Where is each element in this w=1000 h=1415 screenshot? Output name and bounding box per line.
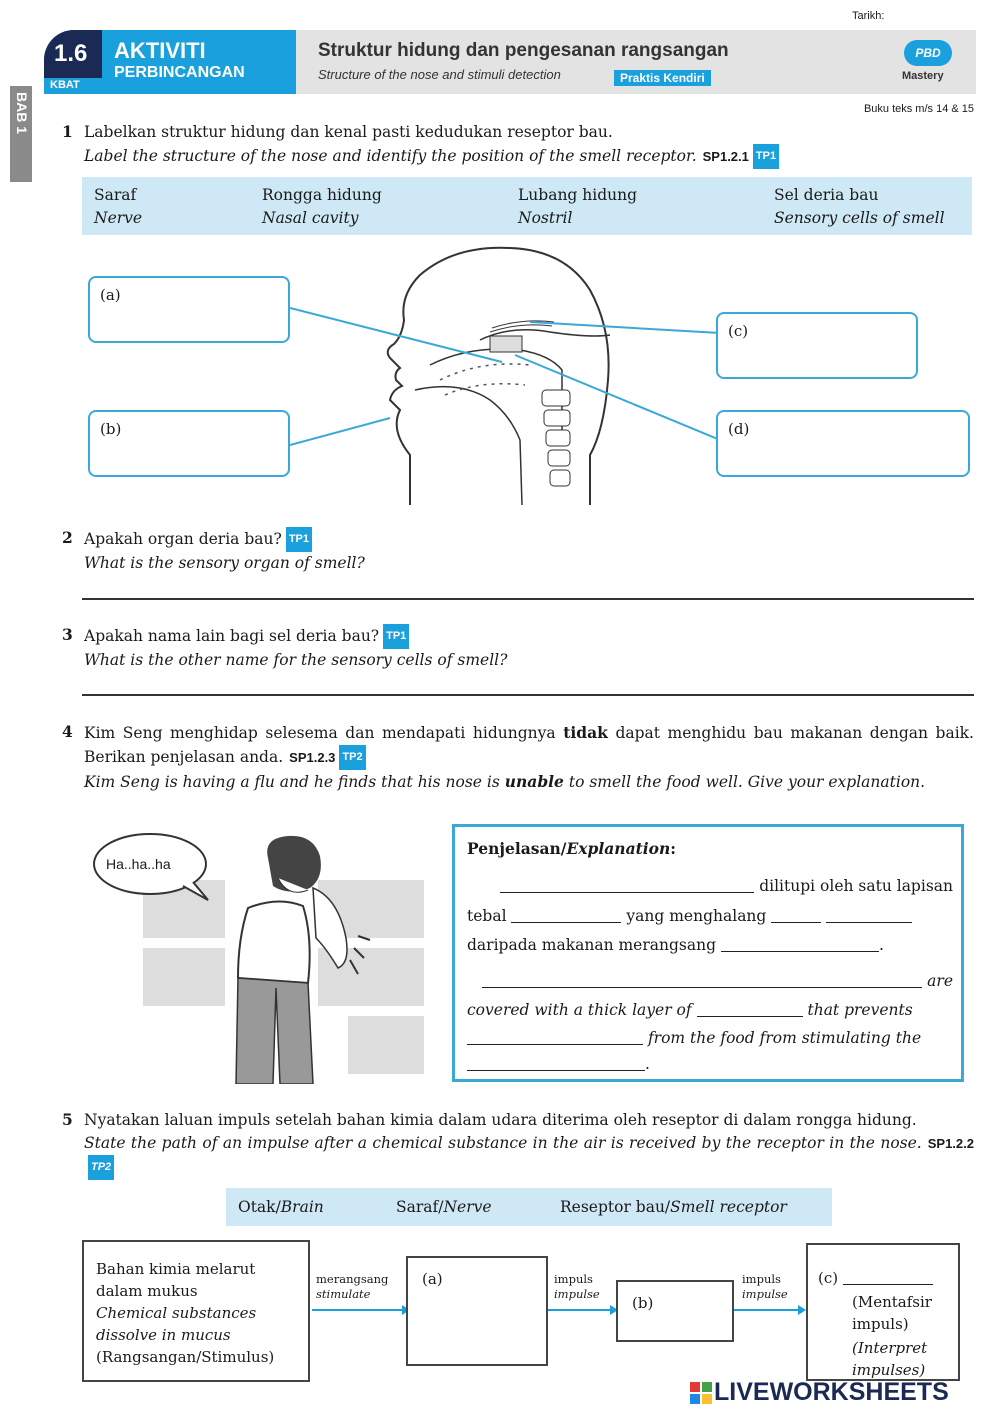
q5-sp: SP1.2.2 bbox=[927, 1136, 974, 1151]
chapter-tab-label: BAB 1 bbox=[14, 92, 30, 135]
exp-line-6: from the food from stimulating the bbox=[467, 1027, 953, 1050]
flow-box-a[interactable]: (a) bbox=[406, 1256, 548, 1366]
q2-prompt bbox=[84, 527, 974, 575]
date-label: Tarikh: bbox=[852, 10, 885, 22]
q3-text-en: What is the other name for the sensory cells of smell? bbox=[84, 651, 508, 669]
chapter-tab bbox=[10, 86, 32, 182]
q2-answer-line[interactable] bbox=[82, 598, 974, 600]
arrow-1-label: merangsang stimulate bbox=[316, 1272, 389, 1301]
q2-tp: TP1 bbox=[286, 527, 312, 552]
q1-sp: SP1.2.1 bbox=[702, 149, 749, 164]
arrow-2-label: impuls impulse bbox=[554, 1272, 600, 1301]
arrow-3-label: impuls impulse bbox=[742, 1272, 788, 1301]
q5-word-bank bbox=[226, 1188, 832, 1226]
q1-tp: TP1 bbox=[753, 144, 779, 169]
q5-number: 5 bbox=[62, 1110, 73, 1129]
q4-number: 4 bbox=[62, 722, 73, 741]
title-bar bbox=[296, 30, 976, 94]
q2-number: 2 bbox=[62, 528, 73, 547]
label-box-b[interactable]: (b) bbox=[88, 410, 290, 477]
q5-tp: TP2 bbox=[88, 1155, 114, 1180]
stimulus-box: Bahan kimia melarut dalam mukus Chemical substances dissolve in mucus (Rangsangan/Stimulus) bbox=[82, 1240, 310, 1382]
label-box-d[interactable]: (d) bbox=[716, 410, 970, 477]
exp-line-5: covered with a thick layer of that prevents bbox=[467, 1001, 913, 1019]
label-box-c[interactable]: (c) bbox=[716, 312, 918, 379]
title-ms: Struktur hidung dan pengesanan rangsangan bbox=[318, 40, 729, 61]
q5-text-en: State the path of an impulse after a chemical substance in the air is received by the receptor in the nose. bbox=[84, 1134, 922, 1152]
q4-prompt: Kim Seng menghidap selesema dan mendapati hidungnya tidak dapat menghidu bau makanan dengan baik. Berikan penjelasan anda. SP1.2.3 TP2 Kim Seng is having a flu and he finds that his nose is unable to smell the food well. Give your explanation. bbox=[84, 723, 974, 791]
pbd-logo: PBD bbox=[904, 40, 952, 66]
word-bank-item: Rongga hidung Nasal cavity bbox=[262, 186, 382, 227]
q3-tp: TP1 bbox=[383, 624, 409, 649]
word-bank-item: Sel deria bau Sensory cells of smell bbox=[774, 186, 945, 227]
word-bank-item: Saraf Nerve bbox=[94, 186, 143, 227]
kbat-label: KBAT bbox=[50, 79, 80, 91]
q3-number: 3 bbox=[62, 625, 73, 644]
textbook-reference: Buku teks m/s 14 & 15 bbox=[863, 103, 974, 115]
q2-text-en: What is the sensory organ of smell? bbox=[84, 554, 365, 572]
q5-text-ms: Nyatakan laluan impuls setelah bahan kimia dalam udara diterima oleh reseptor di dalam rongga hidung. bbox=[84, 1111, 917, 1129]
q4-tp: TP2 bbox=[339, 745, 365, 770]
q1-number: 1 bbox=[62, 122, 73, 141]
exp-line-3: daripada makanan merangsang . bbox=[467, 936, 884, 954]
practice-badge: Praktis Kendiri bbox=[614, 70, 711, 86]
flow-box-c[interactable]: (c) (Mentafsir impuls) (Interpret impulses) bbox=[806, 1243, 960, 1381]
head-cross-section-diagram bbox=[290, 240, 720, 510]
liveworksheets-icon bbox=[690, 1382, 712, 1404]
word-bank-item: Reseptor bau/Smell receptor bbox=[560, 1198, 787, 1216]
activity-number: 1.6 bbox=[54, 40, 88, 67]
speech-bubble-text: Ha..ha..ha bbox=[106, 856, 171, 872]
exp-line-7: . bbox=[467, 1053, 953, 1076]
q5-prompt bbox=[84, 1109, 974, 1180]
activity-title-2: PERBINCANGAN bbox=[114, 64, 245, 81]
word-bank-item: Otak/Brain bbox=[238, 1198, 324, 1216]
title-en: Structure of the nose and stimuli detection bbox=[318, 67, 561, 82]
exp-line-4: are bbox=[467, 970, 953, 993]
q1-text-en: Label the structure of the nose and identify the position of the smell receptor. bbox=[84, 147, 697, 165]
q3-prompt bbox=[84, 624, 974, 672]
explanation-box bbox=[452, 824, 964, 1082]
activity-banner bbox=[44, 30, 296, 94]
explanation-title: Penjelasan/Explanation: bbox=[467, 839, 677, 858]
flow-box-b[interactable]: (b) bbox=[616, 1280, 734, 1342]
q1-prompt bbox=[84, 121, 974, 169]
exp-line-1: dilitupi oleh satu lapisan bbox=[467, 875, 953, 898]
exp-line-2: tebal yang menghalang bbox=[467, 905, 953, 928]
label-box-a[interactable]: (a) bbox=[88, 276, 290, 343]
word-bank-item: Lubang hidung Nostril bbox=[518, 186, 638, 227]
q1-word-bank bbox=[82, 177, 972, 235]
liveworksheets-brand: LIVEWORKSHEETS bbox=[714, 1378, 949, 1406]
q3-text-ms: Apakah nama lain bagi sel deria bau? bbox=[84, 627, 380, 645]
q4-sp: SP1.2.3 bbox=[289, 750, 336, 765]
q2-text-ms: Apakah organ deria bau? bbox=[84, 530, 282, 548]
activity-title-1: AKTIVITI bbox=[114, 38, 206, 63]
mastery-label: Mastery bbox=[902, 70, 944, 82]
q3-answer-line[interactable] bbox=[82, 694, 974, 696]
q1-text-ms: Labelkan struktur hidung dan kenal pasti kedudukan reseptor bau. bbox=[84, 123, 613, 141]
word-bank-item: Saraf/Nerve bbox=[396, 1198, 492, 1216]
